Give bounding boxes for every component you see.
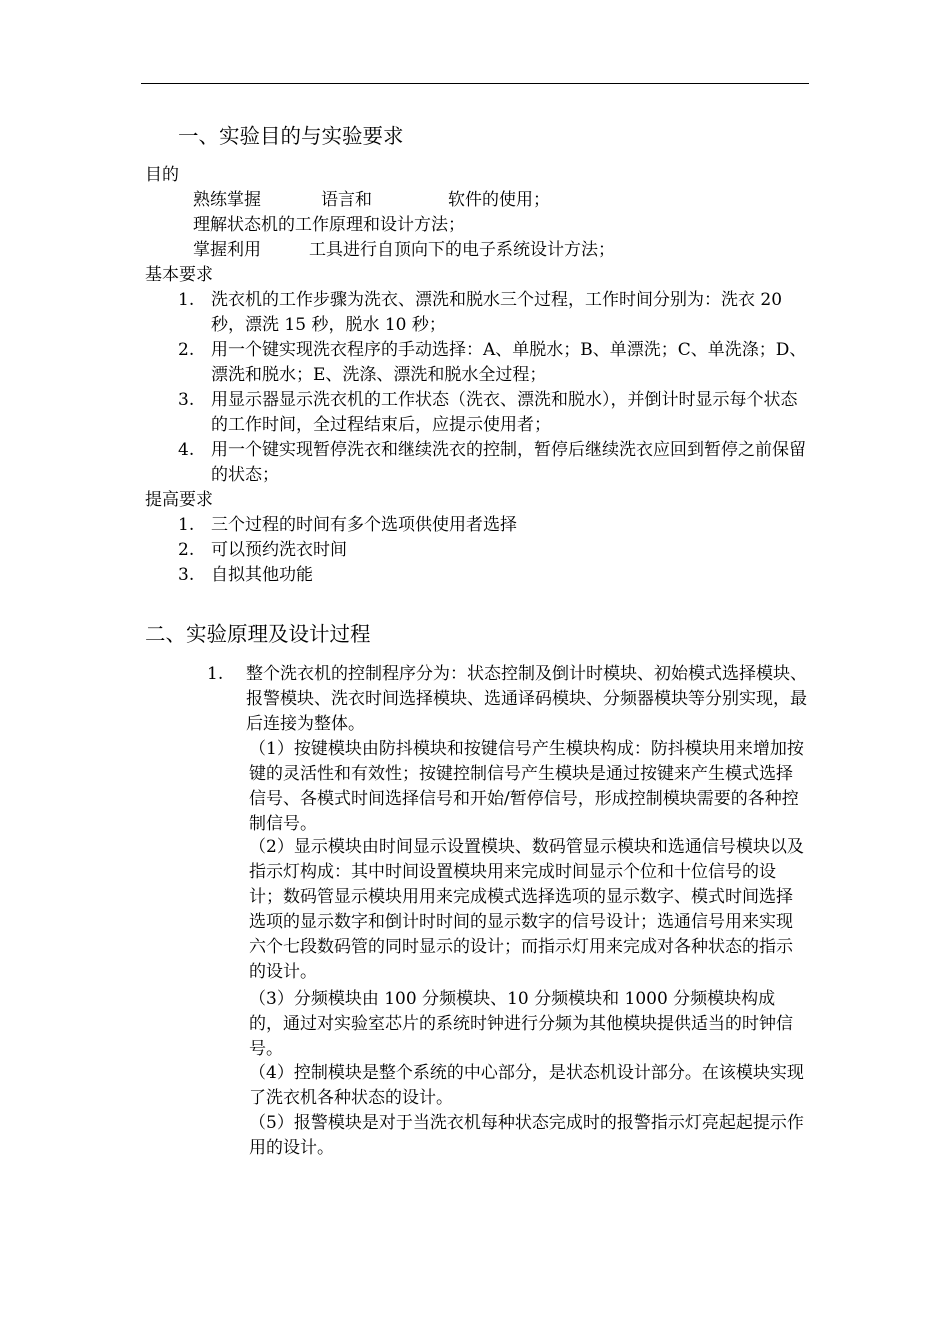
purpose-item-1-part-b: 语言和	[321, 190, 372, 210]
basic-item-1-text: 洗衣机的工作步骤为洗衣、漂洗和脱水三个过程，工作时间分别为：洗衣 20 秒，漂洗 15 秒，脱水 10 秒；	[211, 290, 783, 335]
advanced-requirements-label: 提高要求	[145, 490, 213, 510]
basic-item-2-num: 2.	[178, 340, 195, 360]
advanced-item-1-text: 三个过程的时间有多个选项供使用者选择	[211, 515, 517, 535]
advanced-item-2-num: 2.	[178, 540, 195, 560]
section2-sub-5: （5）报警模块是对于当洗衣机每种状态完成时的报警指示灯亮起起提示作用的设计。	[249, 1113, 804, 1158]
section2-title: 二、实验原理及设计过程	[145, 622, 371, 646]
advanced-item-1-num: 1.	[178, 515, 195, 535]
header-rule	[141, 83, 809, 84]
purpose-item-2	[193, 213, 465, 238]
section2-sub-3: （3）分频模块由 100 分频模块、10 分频模块和 1000 分频模块构成的，通过对实验室芯片的系统时钟进行分频为其他模块提供适当的时钟信号。	[249, 989, 793, 1059]
basic-item-2-text: 用一个键实现洗衣程序的手动选择：A、单脱水；B、单漂洗；C、单洗涤；D、漂洗和脱水；E、洗涤、漂洗和脱水全过程；	[211, 340, 807, 385]
advanced-item-3-num: 3.	[178, 565, 195, 585]
purpose-item-2-part-a: 理解状态机的工作原理和设计方法；	[193, 215, 465, 235]
section2-item-1-text: 整个洗衣机的控制程序分为：状态控制及倒计时模块、初始模式选择模块、报警模块、洗衣时间选择模块、选通译码模块、分频器模块等分别实现，最后连接为整体。	[246, 664, 807, 734]
section2-sub-4: （4）控制模块是整个系统的中心部分，是状态机设计部分。在该模块实现了洗衣机各种状态的设计。	[249, 1063, 804, 1108]
section1-title: 一、实验目的与实验要求	[178, 124, 404, 148]
basic-item-4-num: 4.	[178, 440, 195, 460]
purpose-item-1-part-a: 熟练掌握	[193, 190, 261, 210]
purpose-item-1	[193, 188, 550, 213]
basic-item-1-num: 1.	[178, 290, 195, 310]
section2-sub-1: （1）按键模块由防抖模块和按键信号产生模块构成：防抖模块用来增加按键的灵活性和有效性；按键控制信号产生模块是通过按键来产生模式选择信号、各模式时间选择信号和开始/暂停信号，形成控制模块需要的各种控制信号。	[249, 739, 804, 834]
purpose-item-3-part-a: 掌握利用	[193, 240, 261, 260]
advanced-item-3-text: 自拟其他功能	[211, 565, 313, 585]
purpose-item-3-part-b: 工具进行自顶向下的电子系统设计方法；	[309, 240, 615, 260]
section2-item-1-num: 1.	[207, 664, 224, 684]
advanced-item-2-text: 可以预约洗衣时间	[211, 540, 347, 560]
purpose-label: 目的	[145, 165, 179, 185]
purpose-item-1-part-c: 软件的使用；	[448, 190, 550, 210]
basic-item-4-text: 用一个键实现暂停洗衣和继续洗衣的控制，暂停后继续洗衣应回到暂停之前保留的状态；	[211, 440, 806, 485]
basic-item-3-num: 3.	[178, 390, 195, 410]
section2-sub-2: （2）显示模块由时间显示设置模块、数码管显示模块和选通信号模块以及指示灯构成：其中时间设置模块用来完成时间显示个位和十位信号的设计；数码管显示模块用用来完成模式选择选项的显示数字、模式时间选择选项的显示数字和倒计时时间的显示数字的信号设计；选通信号用来实现六个七段数码管的同时显示的设计；而指示灯用来完成对各种状态的指示的设计。	[249, 837, 804, 982]
basic-requirements-label: 基本要求	[145, 265, 213, 285]
basic-item-3-text: 用显示器显示洗衣机的工作状态（洗衣、漂洗和脱水），并倒计时显示每个状态的工作时间，全过程结束后，应提示使用者；	[211, 390, 798, 435]
purpose-item-3	[193, 238, 615, 263]
